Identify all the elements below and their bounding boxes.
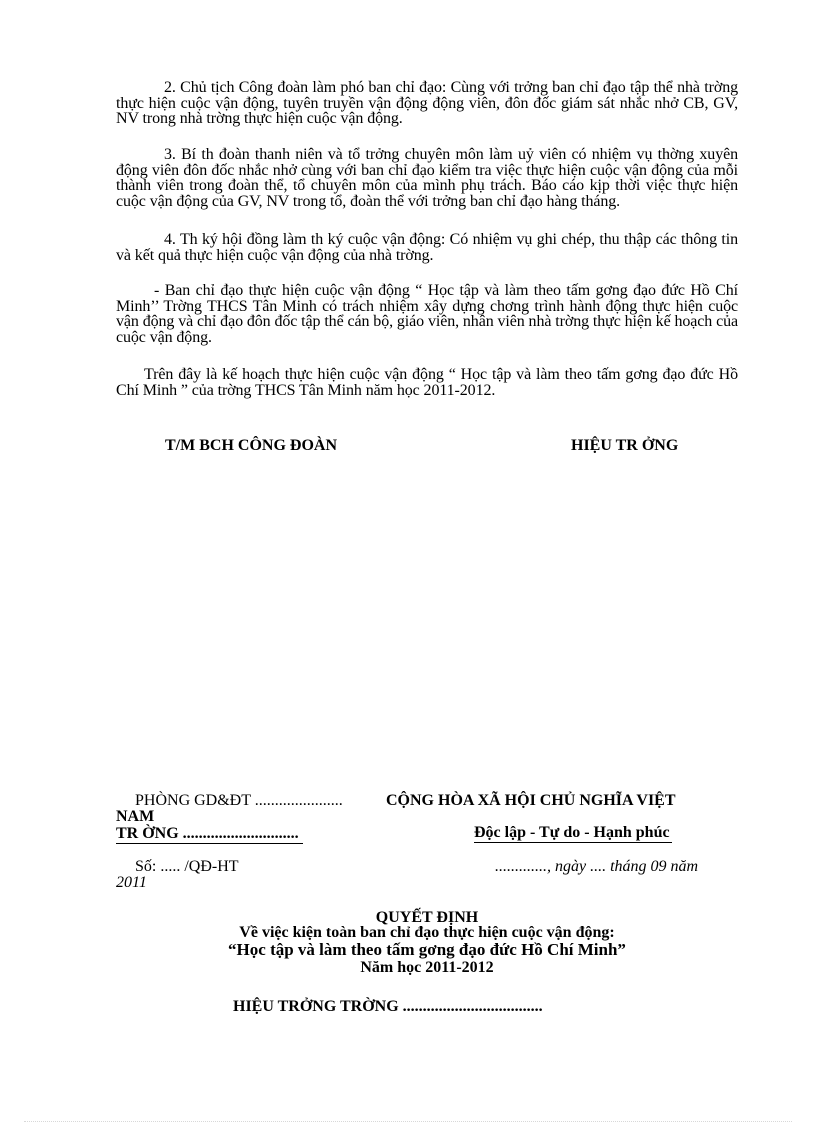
school-name: TR ỜNG ............................. [116, 825, 303, 844]
paragraph-secretary: 4. Th ký hội đồng làm th ký cuộc vận động: Có nhiệm vụ ghi chép, thu thập các thông tin và kết quả thực hiện cuộc vận động của nhà trờng. [116, 231, 738, 264]
signature-principal: HIỆU TR ỞNG [571, 437, 679, 454]
decision-number: Số: ..... /QĐ-HT [135, 858, 239, 875]
signature-union: T/M BCH CÔNG ĐOÀN [165, 437, 337, 454]
republic-heading-cont: NAM [116, 808, 155, 825]
decision-year: 2011 [116, 874, 147, 891]
republic-heading: CỘNG HÒA XÃ HỘI CHỦ NGHĨA VIỆT [386, 792, 676, 809]
principal-heading: HIỆU TRỞNG TRỜNG ................................... [233, 998, 543, 1015]
campaign-name: “Học tập và làm theo tấm gơng đạo đức Hồ Chí Minh” [228, 940, 626, 959]
school-year: Năm học 2011-2012 [360, 959, 494, 976]
paragraph-steering-committee: - Ban chỉ đạo thực hiện cuộc vận động “ Học tập và làm theo tấm gơng đạo đức Hồ Chí Minh’’ Trờng THCS Tân Minh có trách nhiệm xây dựng chơng trình hành động thực hiện cuộc vận động và chỉ đạo đôn đốc tập thể cán bộ, giáo viên, nhân viên nhà trờng thực hiện kế hoạch của cuộc vận động. [116, 282, 738, 346]
decision-subject: Về việc kiện toàn ban chỉ đạo thực hiện cuộc vận động: [239, 924, 615, 941]
page-edge-divider [24, 1121, 792, 1122]
decision-date: ............., ngày .... tháng 09 năm [495, 858, 699, 875]
national-motto: Độc lập - Tự do - Hạnh phúc [474, 824, 670, 841]
office-name: PHÒNG GD&ĐT ...................... [135, 792, 343, 809]
paragraph-vice-chair: 2. Chủ tịch Công đoàn làm phó ban chỉ đạo: Cùng với trởng ban chỉ đạo tập thể nhà trờng thực hiện cuộc vận động, tuyên truyền vận động động viên, đôn đốc giám sát nhắc nhở CB, GV, NV trong nhà trờng thực hiện cuộc vận động. [116, 79, 738, 128]
decision-title: QUYẾT ĐỊNH [375, 909, 479, 926]
paragraph-youth-union: 3. Bí th đoàn thanh niên và tổ trởng chuyên môn làm uỷ viên có nhiệm vụ thờng xuyên động viên đôn đốc nhắc nhở cùng với ban chỉ đạo kiểm tra việc thực hiện cuộc vận động của mỗi thành viên trong đoàn thể, tổ chuyên môn của mình phụ trách. Báo cáo kịp thời việc thực hiện cuộc vận động của GV, NV trong tổ, đoàn thể với trởng ban chỉ đạo hàng tháng. [116, 146, 738, 210]
paragraph-conclusion: Trên đây là kế hoạch thực hiện cuộc vận động “ Học tập và làm theo tấm gơng đạo đức Hồ Chí Minh ” của trờng THCS Tân Minh năm học 2011-2012. [116, 366, 738, 399]
